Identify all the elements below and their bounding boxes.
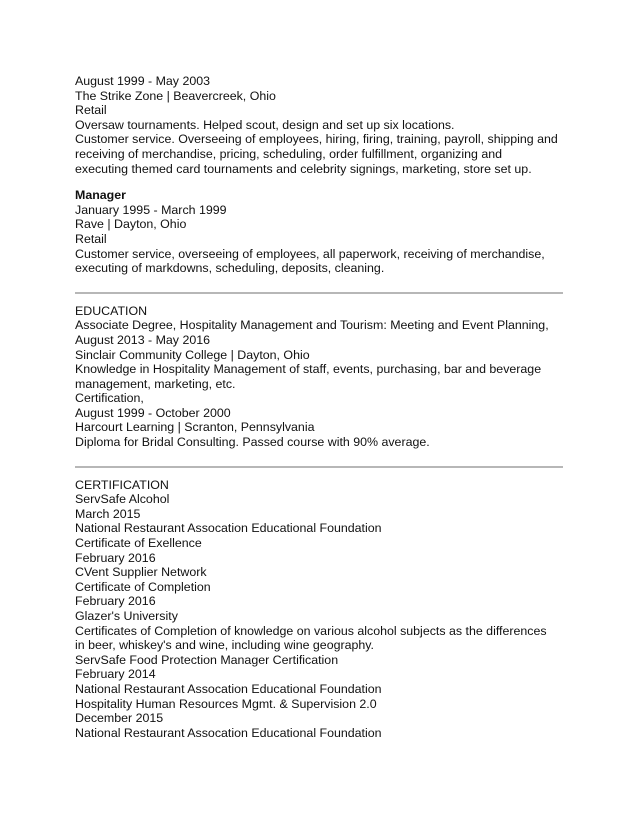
job-strike-zone (75, 74, 565, 176)
certification-line: Certificate of Exellence (75, 536, 202, 551)
education-line: Diploma for Bridal Consulting. Passed course with 90% average. (75, 435, 430, 450)
job-company: Rave | Dayton, Ohio (75, 217, 187, 232)
education-section (75, 304, 565, 450)
job-title: Manager (75, 188, 126, 203)
job-industry: Retail (75, 103, 107, 118)
section-divider (75, 466, 563, 468)
job-description: receiving of merchandise, pricing, scheduling, order fulfillment, organizing and (75, 146, 503, 161)
certification-line: CVent Supplier Network (75, 565, 207, 580)
education-line: Associate Degree, Hospitality Management and Tourism: Meeting and Event Planning, (75, 318, 549, 333)
certification-line: March 2015 (75, 506, 141, 521)
resume-page (75, 74, 565, 740)
certification-line: in beer, whiskey's and wine, including wine geography. (75, 638, 375, 653)
education-line: Certification, (75, 391, 144, 406)
section-divider (75, 292, 563, 294)
certification-line: National Restaurant Assocation Educational Foundation (75, 681, 382, 696)
job-rave (75, 188, 565, 276)
job-industry: Retail (75, 231, 107, 246)
education-line: Knowledge in Hospitality Management of staff, events, purchasing, bar and beverage (75, 362, 542, 377)
certification-line: Hospitality Human Resources Mgmt. & Supervision 2.0 (75, 696, 377, 711)
job-company: The Strike Zone | Beavercreek, Ohio (75, 88, 276, 103)
certification-line: National Restaurant Assocation Educational Foundation (75, 521, 382, 536)
education-line: Harcourt Learning | Scranton, Pennsylvania (75, 420, 315, 435)
job-dates: August 1999 - May 2003 (75, 74, 211, 88)
job-description: Oversaw tournaments. Helped scout, design and set up six locations. (75, 117, 455, 132)
job-description: executing themed card tournaments and celebrity signings, marketing, store set up. (75, 161, 532, 176)
education-heading: EDUCATION (75, 303, 148, 318)
certification-line: National Restaurant Assocation Educational Foundation (75, 725, 382, 740)
certification-line: February 2014 (75, 667, 156, 682)
certification-section (75, 478, 565, 741)
job-description: Customer service, overseeing of employees, all paperwork, receiving of merchandise, (75, 246, 545, 261)
certification-line: February 2016 (75, 594, 156, 609)
certification-line: ServSafe Food Protection Manager Certification (75, 652, 339, 667)
certification-line: Certificate of Completion (75, 579, 211, 594)
job-description: Customer service. Overseeing of employees, hiring, firing, training, payroll, shipping and (75, 132, 558, 147)
education-line: Sinclair Community College | Dayton, Ohio (75, 347, 310, 362)
job-dates: January 1995 - March 1999 (75, 202, 227, 217)
job-description: executing of markdowns, scheduling, deposits, cleaning. (75, 261, 385, 276)
education-line: August 1999 - October 2000 (75, 405, 231, 420)
certification-line: Certificates of Completion of knowledge on various alcohol subjects as the differences (75, 623, 547, 638)
certification-line: Glazer's University (75, 609, 178, 623)
certification-heading: CERTIFICATION (75, 477, 169, 492)
certification-line: February 2016 (75, 550, 156, 565)
certification-line: December 2015 (75, 711, 164, 726)
education-line: August 2013 - May 2016 (75, 332, 211, 347)
certification-line: ServSafe Alcohol (75, 492, 170, 507)
education-line: management, marketing, etc. (75, 376, 236, 391)
